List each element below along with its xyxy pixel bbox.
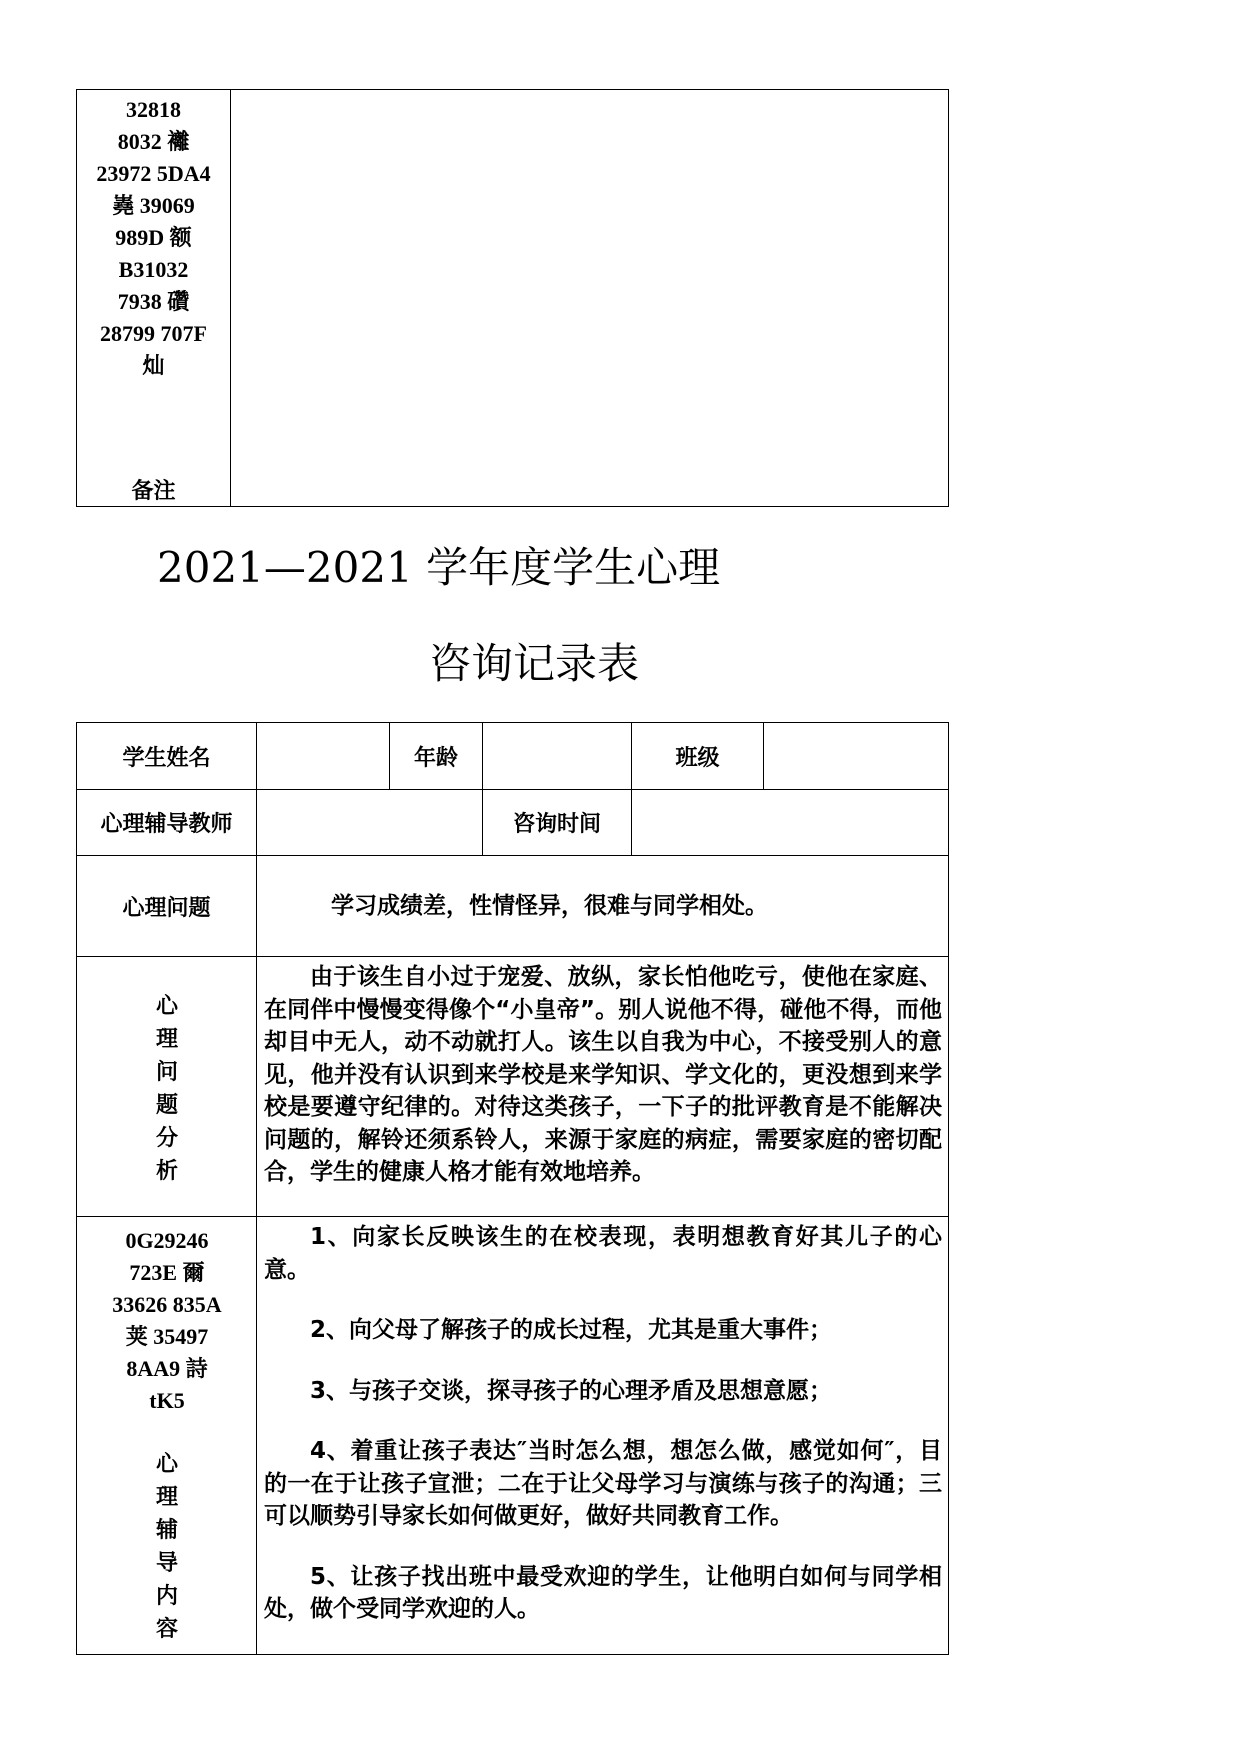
guidance-label-char: 导 [155,1551,178,1576]
guidance-content-label [77,1448,257,1646]
analysis-label-char: 理 [155,1027,178,1052]
class-label: 班级 [675,745,720,771]
guidance-label-char: 理 [155,1485,178,1510]
code-line: 8032 䙰 [117,129,190,154]
analysis-label-char: 析 [155,1159,178,1184]
age-field[interactable] [483,723,631,789]
code-line: 33626 835A [112,1292,222,1317]
guidance-label-char: 辅 [155,1518,178,1543]
guidance-content-cell [264,1221,942,1626]
code-line: 灿 [142,353,165,378]
analysis-label-char: 题 [155,1093,178,1118]
guidance-label-char: 内 [155,1584,178,1609]
guidance-label-char: 心 [155,1452,178,1477]
code-line: B31032 [118,257,189,282]
student-name-label: 学生姓名 [122,745,211,771]
problem-text: 学习成绩差，性情怪异，很难与同学相处。 [331,893,768,919]
problem-label: 心理问题 [122,895,211,921]
analysis-label [77,990,257,1188]
code-line: 28799 707F [100,321,207,346]
page-title-line2: 咨询记录表 [429,639,640,688]
time-label: 咨询时间 [512,812,601,837]
code-line: 8AA9 詩 [126,1356,208,1381]
guidance-item: 5、让孩子找出班中最受欢迎的学生，让他明白如何与同学相处，做个受同学欢迎的人。 [264,1563,942,1622]
code-line: 7938 礸 [117,289,190,314]
guidance-label-char: 容 [155,1617,178,1642]
code-line: 23972 5DA4 [96,161,211,186]
guidance-item: 1、向家长反映该生的在校表现，表明想教育好其儿子的心意。 [264,1224,942,1283]
analysis-label-char: 分 [155,1126,178,1151]
remarks-table [76,89,949,507]
student-name-field[interactable] [257,723,389,789]
guidance-item: 2、向父母了解孩子的成长过程，尤其是重大事件； [310,1317,833,1343]
page-title-line1: 2021—2021 学年度学生心理 [157,543,721,592]
analysis-label-char: 心 [155,994,178,1019]
age-label: 年龄 [413,745,458,771]
code-line: 723E 爾 [129,1260,205,1285]
teacher-label: 心理辅导教师 [100,812,233,837]
class-field[interactable] [764,723,949,789]
remark-label: 备注 [131,479,176,504]
analysis-label-char: 问 [155,1060,178,1085]
code-line: tK5 [149,1388,185,1413]
time-field[interactable] [632,790,949,855]
row-divider [77,1216,948,1217]
guidance-item: 4、着重让孩子表达″当时怎么想，想怎么做，感觉如何″，目的一在于让孩子宣泄；二在于让父母学习与演练与孩子的沟通；三可以顺势引导家长如何做更好，做好共同教育工作。 [264,1438,942,1529]
code-line: 荚 35497 [125,1324,209,1349]
remarks-label-column [77,90,230,506]
code-line: 989D 额 [115,225,192,250]
guidance-item: 3、与孩子交谈，探寻孩子的心理矛盾及思想意愿； [310,1377,833,1404]
row-divider [77,956,948,957]
code-line: 嶤 39069 [112,193,195,218]
consultation-record-table [76,722,949,1655]
analysis-paragraph: 由于该生自小过于宠爱、放纵，家长怕他吃亏，使他在家庭、在同伴中慢慢变得像个“小皇帝”。别人说他不得，碰他不得，而他却目中无人，动不动就打人。该生以自我为中心，不接受别人的意见，他并没有认识到来学校是来学知识、学文化的，更没想到来学校是要遵守纪律的。对待这类孩子，一下子的批评教育是不能解决问题的，解铃还须系铃人，来源于家庭的病症，需要家庭的密切配合，学生的健康人格才能有效地培养。 [264,964,942,1185]
teacher-field[interactable] [257,790,482,855]
column-divider [230,90,231,506]
analysis-text-cell [264,961,942,1189]
code-line: 32818 [126,97,181,122]
code-line: 0G29246 [125,1228,209,1253]
